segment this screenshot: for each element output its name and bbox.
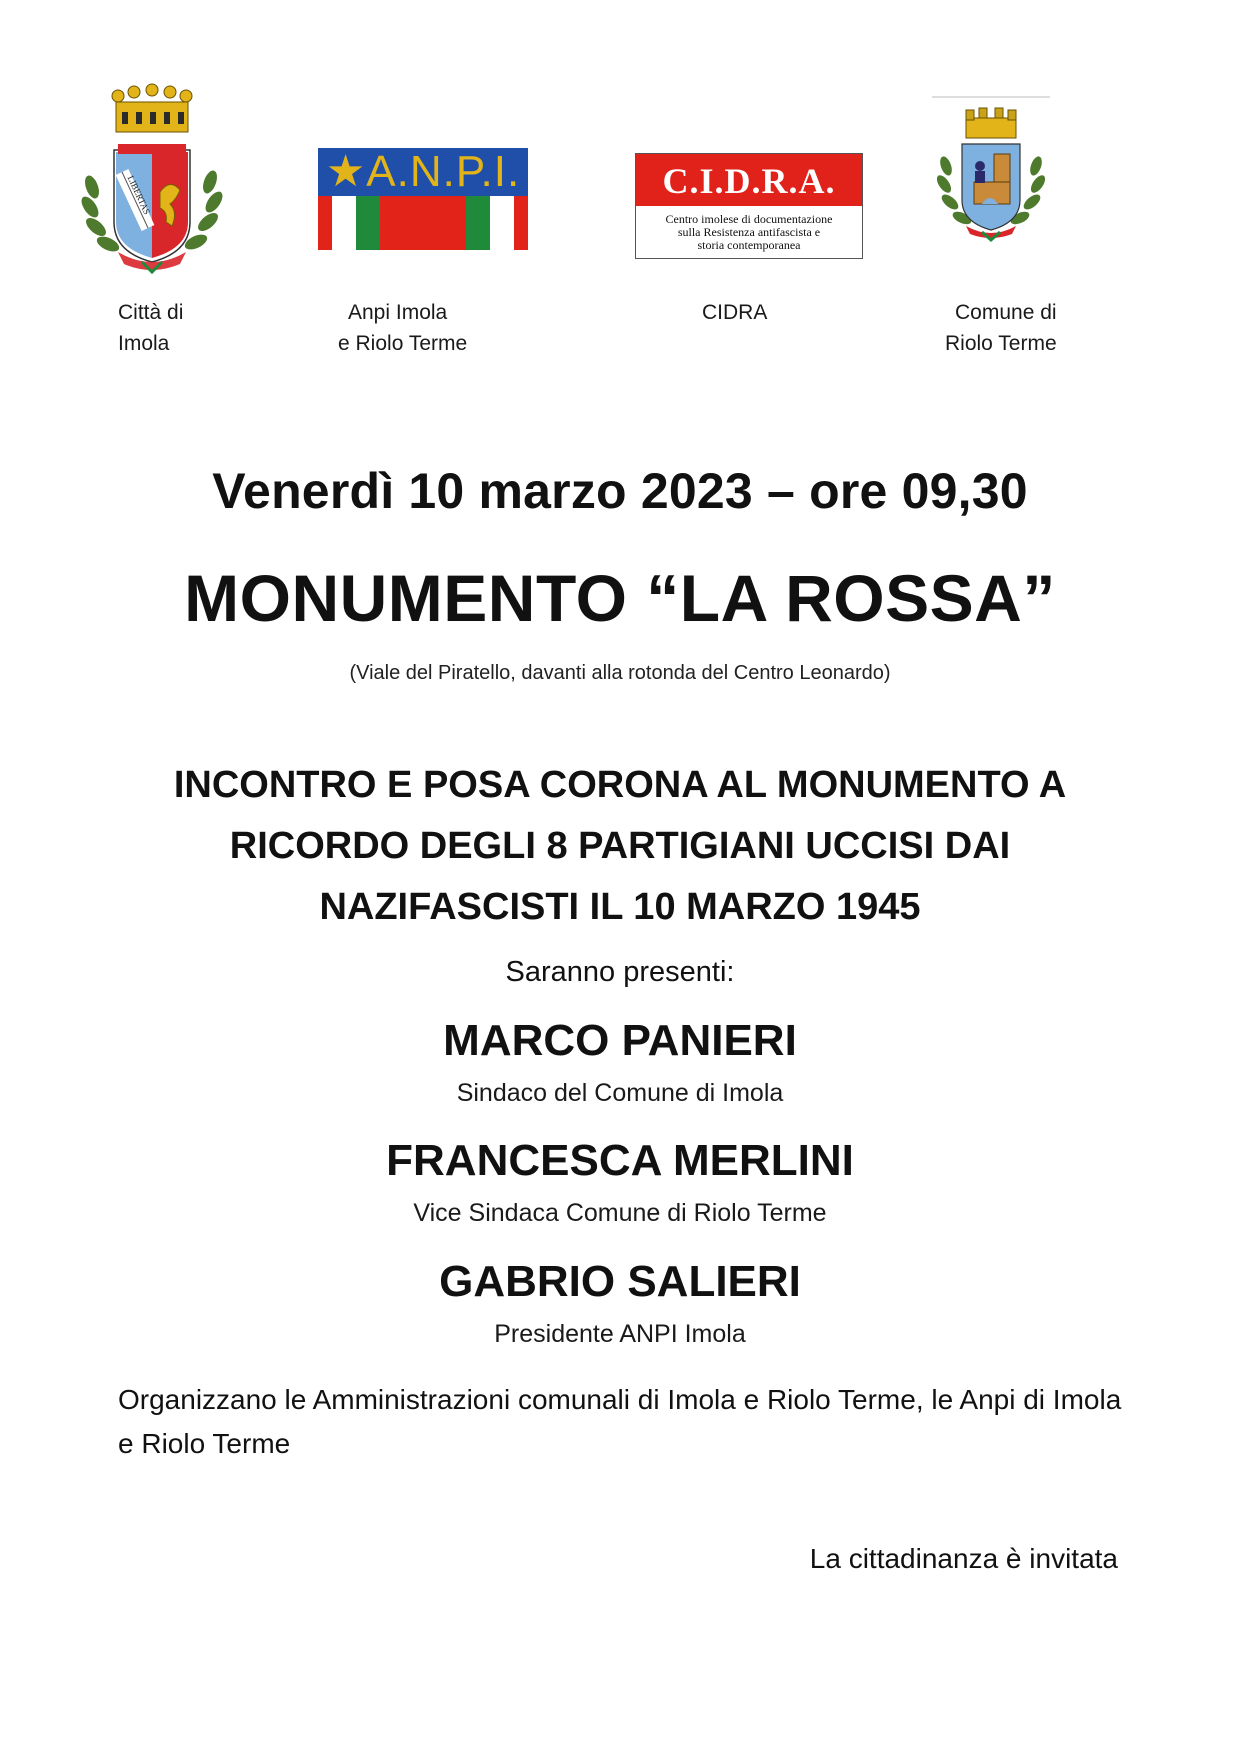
- riolo-coat-of-arms: [932, 96, 1050, 256]
- caption-line: CIDRA: [702, 301, 768, 324]
- riolo-crest-icon: [932, 96, 1050, 256]
- anpi-logo: [318, 148, 528, 250]
- speaker-name: GABRIO SALIERI: [439, 1257, 801, 1306]
- speaker-role: Presidente ANPI Imola: [494, 1320, 746, 1348]
- anpi-flag-stripes: [318, 196, 528, 250]
- organizers-note: Organizzano le Amministrazioni comunali di Imola e Riolo Terme, le Anpi di Imola e Riolo Terme: [118, 1384, 1122, 1459]
- description-line: RICORDO DEGLI 8 PARTIGIANI UCCISI DAI: [229, 825, 1011, 867]
- speaker-role: Sindaco del Comune di Imola: [456, 1079, 784, 1107]
- logo-caption-imola: [118, 297, 183, 359]
- cidra-logo-title: C.I.D.R.A.: [662, 161, 836, 201]
- caption-line: Imola: [118, 332, 170, 355]
- invitation-note: La cittadinanza è invitata: [809, 1543, 1118, 1574]
- event-address: (Viale del Piratello, davanti alla rotonda del Centro Leonardo): [349, 662, 891, 684]
- cidra-logo: [635, 153, 863, 259]
- event-title: MONUMENTO “LA ROSSA”: [184, 561, 1056, 635]
- anpi-logo-text: ★A.N.P.I.: [325, 147, 521, 196]
- libertas-banner-text: LIBERTAS: [125, 173, 153, 217]
- logo-caption-riolo: [945, 297, 1057, 359]
- caption-line: e Riolo Terme: [338, 332, 468, 355]
- anpi-logo-top: [318, 148, 528, 196]
- description-line: INCONTRO E POSA CORONA AL MONUMENTO A: [173, 764, 1067, 806]
- speaker-name: FRANCESCA MERLINI: [386, 1136, 854, 1185]
- logo-caption-cidra: [702, 297, 767, 328]
- speaker-role: Vice Sindaca Comune di Riolo Terme: [413, 1199, 827, 1227]
- cidra-logo-subtitle: [636, 213, 862, 252]
- imola-coat-of-arms: [78, 82, 226, 278]
- caption-line: Riolo Terme: [945, 332, 1057, 355]
- imola-crest-icon: [78, 82, 226, 278]
- caption-line: Comune di: [955, 301, 1057, 324]
- cidra-sub-line: storia contemporanea: [697, 238, 801, 252]
- present-intro: Saranno presenti:: [505, 956, 735, 988]
- logo-caption-anpi: [338, 297, 528, 359]
- event-description: [0, 755, 1240, 938]
- cidra-sub-line: Centro imolese di documentazione: [665, 212, 833, 226]
- cidra-logo-header: [636, 154, 862, 206]
- event-date-time: Venerdì 10 marzo 2023 – ore 09,30: [212, 463, 1028, 519]
- description-line: NAZIFASCISTI IL 10 MARZO 1945: [319, 886, 921, 928]
- caption-line: Anpi Imola: [348, 301, 448, 324]
- cidra-sub-line: sulla Resistenza antifascista e: [677, 225, 821, 239]
- speaker-name: MARCO PANIERI: [443, 1016, 797, 1065]
- caption-line: Città di: [118, 301, 184, 324]
